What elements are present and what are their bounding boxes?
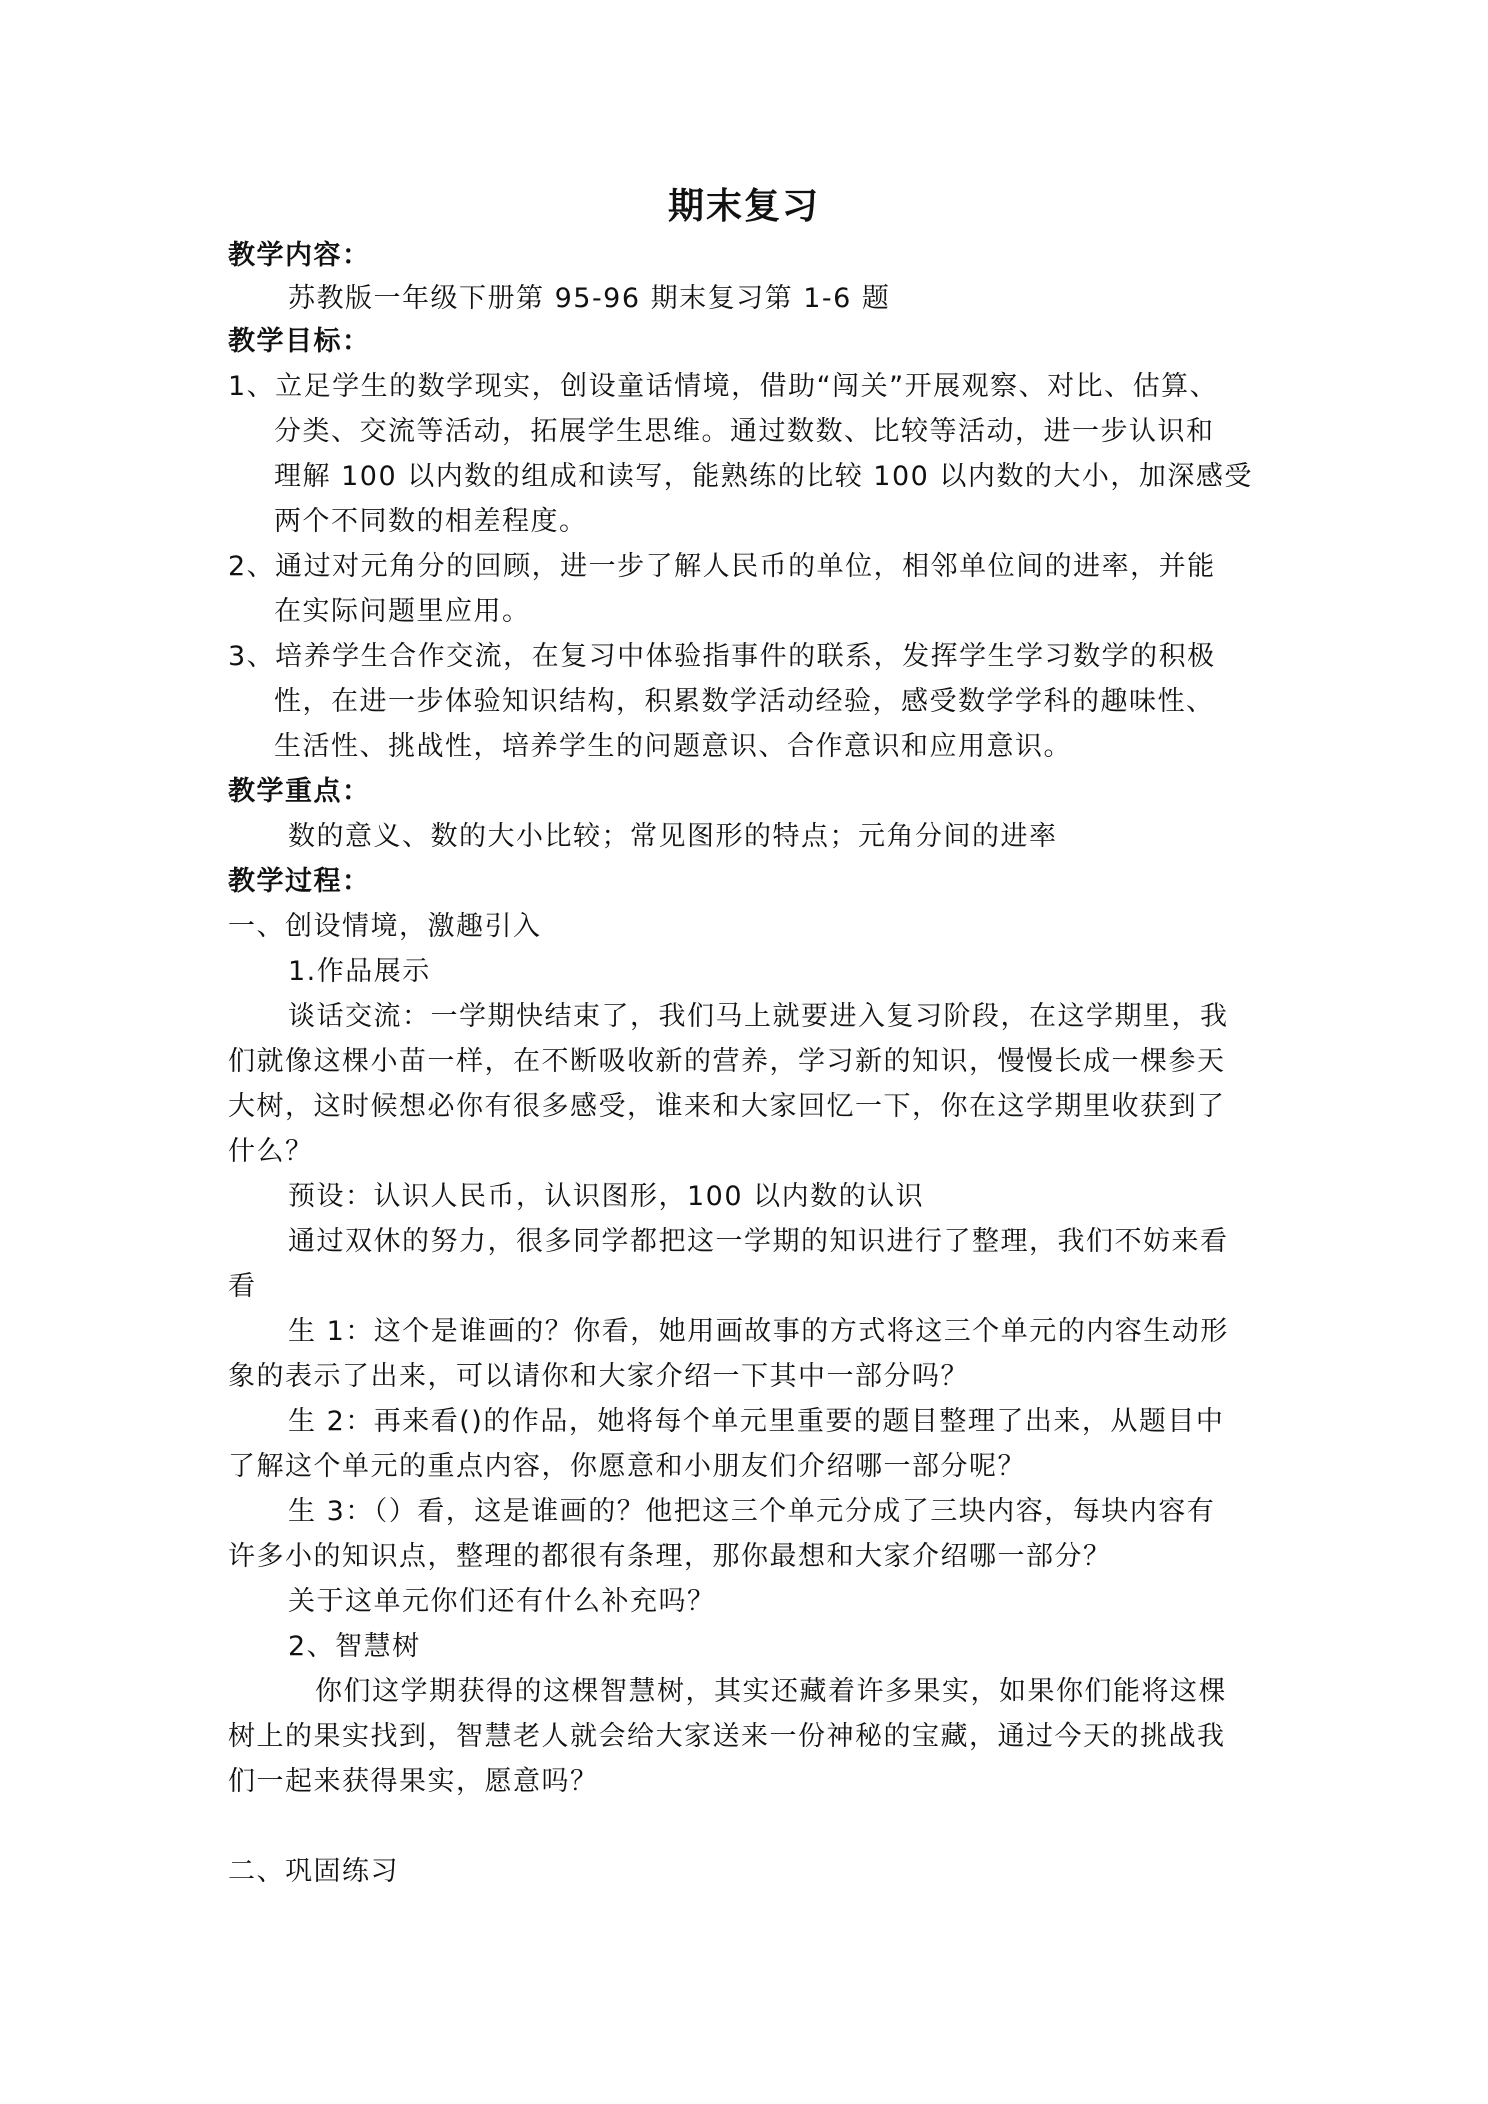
- text-line: 数的意义、数的大小比较；常见图形的特点；元角分间的进率: [288, 821, 1058, 852]
- text-line: 们一起来获得果实，愿意吗？: [228, 1766, 599, 1797]
- document-title: 期末复习: [667, 186, 820, 227]
- text-line: 预设：认识人民币，认识图形，100 以内数的认识: [288, 1181, 925, 1212]
- text-line: 性，在进一步体验知识结构，积累数学活动经验，感受数学学科的趣味性、: [274, 686, 1215, 717]
- text-line: 1、立足学生的数学现实，创设童话情境，借助“闯关”开展观察、对比、估算、: [228, 371, 1219, 402]
- text-line: 关于这单元你们还有什么补充吗？: [288, 1586, 716, 1617]
- text-line: 看: [228, 1271, 257, 1302]
- text-line: 许多小的知识点，整理的都很有条理，那你最想和大家介绍哪一部分？: [228, 1541, 1112, 1572]
- text-line: 二、巩固练习: [228, 1856, 399, 1887]
- text-line: 2、智慧树: [288, 1631, 421, 1662]
- text-line: 1.作品展示: [288, 956, 431, 987]
- text-line: 你们这学期获得的这棵智慧树，其实还藏着许多果实，如果你们能将这棵: [315, 1676, 1227, 1707]
- text-line: 苏教版一年级下册第 95-96 期末复习第 1-6 题: [288, 283, 891, 314]
- text-line: 在实际问题里应用。: [274, 596, 531, 627]
- section-heading-goals: 教学目标：: [228, 326, 371, 357]
- text-line: 理解 100 以内数的组成和读写，能熟练的比较 100 以内数的大小，加深感受: [274, 461, 1253, 492]
- text-line: 大树，这时候想必你有很多感受，谁来和大家回忆一下，你在这学期里收获到了: [228, 1091, 1226, 1122]
- text-line: 谈话交流：一学期快结束了，我们马上就要进入复习阶段，在这学期里，我: [288, 1001, 1229, 1032]
- section-heading-content: 教学内容：: [228, 240, 371, 271]
- text-line: 什么？: [228, 1136, 314, 1167]
- text-line: 生 2：再来看()的作品，她将每个单元里重要的题目整理了出来，从题目中: [288, 1406, 1225, 1437]
- text-line: 了解这个单元的重点内容，你愿意和小朋友们介绍哪一部分呢？: [228, 1451, 1026, 1482]
- text-line: 树上的果实找到，智慧老人就会给大家送来一份神秘的宝藏，通过今天的挑战我: [228, 1721, 1226, 1752]
- section-heading-process: 教学过程：: [228, 866, 371, 897]
- text-line: 通过双休的努力，很多同学都把这一学期的知识进行了整理，我们不妨来看: [288, 1226, 1229, 1257]
- text-line: 3、培养学生合作交流，在复习中体验指事件的联系，发挥学生学习数学的积极: [228, 641, 1216, 672]
- text-line: 分类、交流等活动，拓展学生思维。通过数数、比较等活动，进一步认识和: [274, 416, 1215, 447]
- text-line: 生 1：这个是谁画的？你看，她用画故事的方式将这三个单元的内容生动形: [288, 1316, 1229, 1347]
- text-line: 生活性、挑战性，培养学生的问题意识、合作意识和应用意识。: [274, 731, 1072, 762]
- text-line: 一、创设情境，激趣引入: [228, 911, 542, 942]
- text-line: 象的表示了出来，可以请你和大家介绍一下其中一部分吗？: [228, 1361, 969, 1392]
- text-line: 生 3：（）看，这是谁画的？他把这三个单元分成了三块内容，每块内容有: [288, 1496, 1216, 1527]
- section-heading-focus: 教学重点：: [228, 776, 371, 807]
- text-line: 两个不同数的相差程度。: [274, 506, 588, 537]
- text-line: 2、通过对元角分的回顾，进一步了解人民币的单位，相邻单位间的进率，并能: [228, 551, 1216, 582]
- text-line: 们就像这棵小苗一样，在不断吸收新的营养，学习新的知识，慢慢长成一棵参天: [228, 1046, 1226, 1077]
